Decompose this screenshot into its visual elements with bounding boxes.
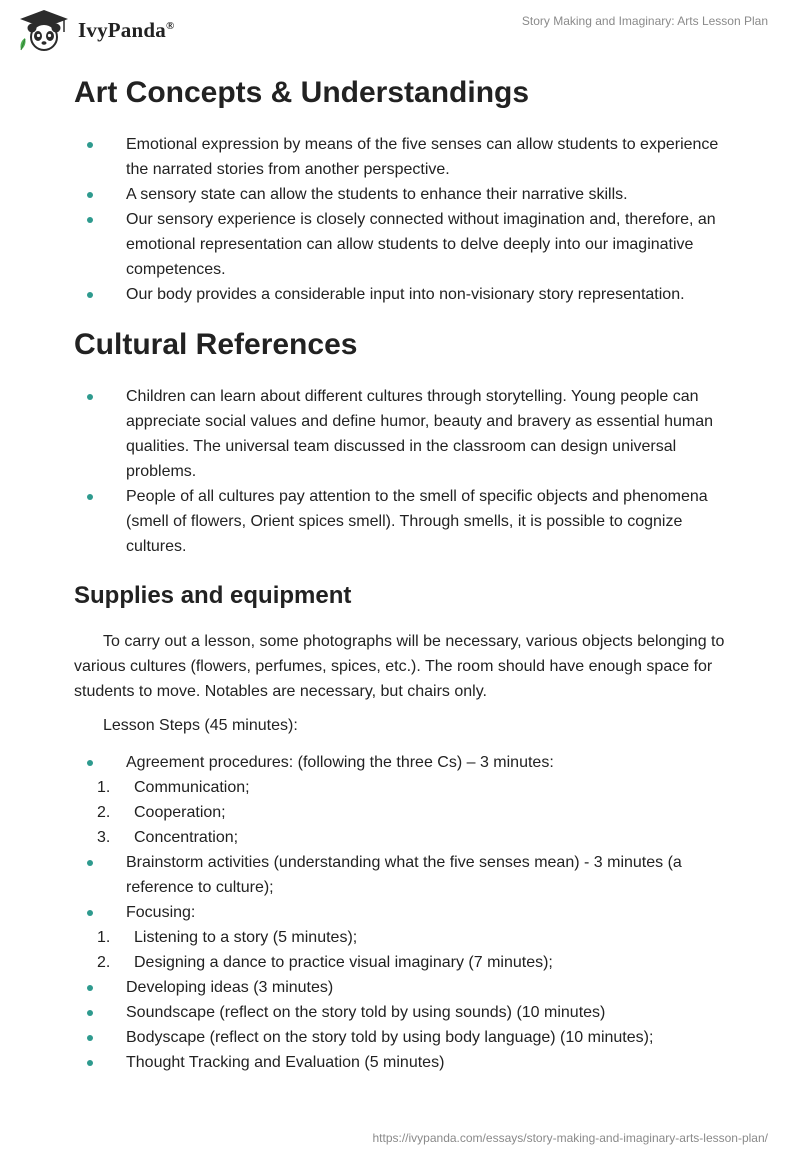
source-url-link[interactable]: https://ivypanda.com/essays/story-making-and-imaginary-arts-lesson-plan/ [372,1131,768,1145]
lesson-steps-lead: Lesson Steps (45 minutes): [103,717,298,734]
page-header [0,0,800,70]
bullet-icon [87,192,93,198]
bullet-icon [87,394,93,400]
bullet-icon [87,142,93,148]
bullet-icon [87,217,93,223]
bullet-icon [87,1035,93,1041]
list-item: Brainstorm activities (understanding what the five senses mean) - 3 minutes (a reference to culture); [74,850,734,900]
logo-wordmark: IvyPanda® [78,17,175,42]
lesson-steps-list [74,750,734,775]
list-item: Soundscape (reflect on the story told by using sounds) (10 minutes) [74,1000,734,1025]
bullet-icon [87,985,93,991]
numbered-item: 2. Designing a dance to practice visual imaginary (7 minutes); [97,954,553,971]
cultural-references-list [74,384,734,559]
list-item: Our sensory experience is closely connected without imagination and, therefore, an emotional representation can allow students to delve deeply into our imaginative competences. [74,207,734,282]
section-heading-art-concepts: Art Concepts & Understandings [74,76,530,109]
art-concepts-list [74,132,734,307]
lesson-steps-list-cont [74,850,734,925]
list-item: Bodyscape (reflect on the story told by using body language) (10 minutes); [74,1025,734,1050]
numbered-item: 2. Cooperation; [97,804,226,821]
list-item: Developing ideas (3 minutes) [74,975,734,1000]
bullet-icon [87,1010,93,1016]
list-item: Focusing: [74,900,734,925]
numbered-item: 3. Concentration; [97,829,239,846]
list-item: People of all cultures pay attention to the smell of specific objects and phenomena (smell of flowers, Orient spices smell). Through smells, it is possible to cognize cultures. [74,484,734,559]
ivypanda-logo[interactable] [16,8,174,52]
list-item: Emotional expression by means of the five senses can allow students to experience the narrated stories from another perspective. [74,132,734,182]
list-item: Children can learn about different cultures through storytelling. Young people can appreciate social values and define humor, beauty and bravery as essential human qualities. The universal team discussed in the classroom can design universal problems. [74,384,734,484]
bullet-icon [87,910,93,916]
supplies-paragraph: To carry out a lesson, some photographs will be necessary, various objects belonging to various cultures (flowers, perfumes, spices, etc.). The room should have enough space for students to move. Notables are necessary, but chairs only. [74,633,725,700]
section-heading-supplies: Supplies and equipment [74,582,352,609]
article-body [74,72,734,1075]
section-heading-cultural-references: Cultural References [74,328,358,361]
numbered-item: 1. Communication; [97,779,250,796]
agreement-sublist [74,775,734,850]
list-item: Agreement procedures: (following the three Cs) – 3 minutes: [74,750,734,775]
list-item: Our body provides a considerable input into non-visionary story representation. [74,282,734,307]
list-item: A sensory state can allow the students to enhance their narrative skills. [74,182,734,207]
numbered-item: 1. Listening to a story (5 minutes); [97,929,358,946]
bullet-icon [87,760,93,766]
bullet-icon [87,860,93,866]
focusing-sublist [74,925,734,975]
bullet-icon [87,494,93,500]
bullet-icon [87,292,93,298]
panda-graduate-icon [16,8,72,52]
bullet-icon [87,1060,93,1066]
list-item: Thought Tracking and Evaluation (5 minutes) [74,1050,734,1075]
lesson-steps-list-end [74,975,734,1075]
document-title: Story Making and Imaginary: Arts Lesson Plan [521,14,768,28]
